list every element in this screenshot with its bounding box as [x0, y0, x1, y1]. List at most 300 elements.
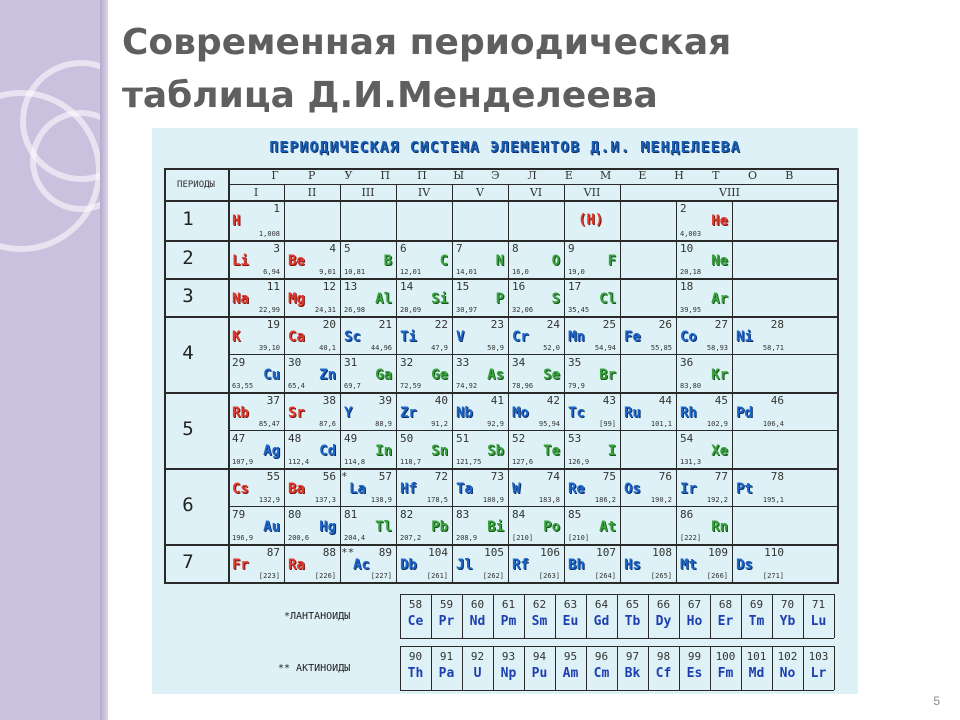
- atomic-number: 108: [652, 546, 672, 559]
- atomic-number: 61: [501, 598, 516, 611]
- atomic-mass: 20,18: [680, 268, 702, 276]
- atomic-mass: 178,5: [426, 496, 448, 504]
- element-cell: [285, 279, 339, 315]
- f-element-cell: [741, 649, 772, 689]
- atomic-number: 90: [408, 650, 423, 663]
- cell-line: [620, 240, 621, 278]
- element-symbol: Ni: [736, 329, 753, 345]
- cell-line: [620, 278, 621, 316]
- element-symbol: Ga: [375, 367, 392, 383]
- atomic-number: 17: [568, 280, 582, 293]
- cell-line: [508, 200, 509, 240]
- atomic-number: 55: [266, 470, 280, 483]
- f-element-cell: [710, 597, 741, 637]
- atomic-mass: 91,2: [431, 420, 448, 428]
- atomic-mass: 39,10: [258, 344, 280, 352]
- atomic-number: 39: [378, 394, 392, 407]
- atomic-number: 76: [658, 470, 672, 483]
- atomic-number: 79: [232, 508, 246, 521]
- period-number: 1: [182, 208, 194, 230]
- atomic-number: 98: [656, 650, 671, 663]
- atomic-mass: 14,01: [456, 268, 478, 276]
- atomic-mass: 26,98: [344, 306, 366, 314]
- element-cell: [397, 241, 451, 277]
- f-block-line: [400, 690, 834, 691]
- f-element-cell: [493, 649, 524, 689]
- atomic-mass: 50,9: [487, 344, 504, 352]
- element-symbol: Hg: [319, 519, 336, 535]
- element-symbol: Ru: [624, 405, 641, 421]
- atomic-number: 81: [344, 508, 358, 521]
- period-number: 5: [182, 418, 194, 440]
- element-symbol: Nd: [469, 614, 486, 629]
- element-symbol: Nb: [456, 405, 473, 421]
- atomic-number: 60: [470, 598, 485, 611]
- groups-label-letter: Т: [712, 169, 720, 182]
- element-symbol: Co: [680, 329, 697, 345]
- atomic-number: 109: [708, 546, 728, 559]
- atomic-mass: 52,0: [543, 344, 560, 352]
- atomic-mass: 204,4: [344, 534, 366, 542]
- atomic-number: 92: [470, 650, 485, 663]
- cell-line: [620, 506, 621, 544]
- element-cell: [341, 507, 395, 543]
- atomic-mass: 55,85: [650, 344, 672, 352]
- element-symbol: Db: [400, 557, 417, 573]
- element-cell: [229, 545, 283, 581]
- atomic-mass: 131,3: [680, 458, 702, 466]
- atomic-number: 26: [658, 318, 672, 331]
- cell-line: [340, 200, 341, 240]
- element-symbol: Ta: [456, 481, 473, 497]
- element-cell: [341, 241, 395, 277]
- f-element-cell: [710, 649, 741, 689]
- element-symbol: Gd: [593, 614, 610, 629]
- element-symbol: Zn: [319, 367, 336, 383]
- element-symbol: Rh: [680, 405, 697, 421]
- atomic-mass: 28,09: [400, 306, 422, 314]
- atomic-mass: 40,1: [319, 344, 336, 352]
- atomic-number: 101: [746, 650, 767, 663]
- atomic-mass: 58,93: [706, 344, 728, 352]
- element-symbol: Se: [543, 367, 560, 383]
- groups-label-letter: О: [748, 169, 758, 182]
- element-symbol: Cm: [593, 666, 610, 681]
- atomic-number: 53: [568, 432, 582, 445]
- element-cell: [565, 431, 619, 467]
- element-symbol: Mo: [512, 405, 529, 421]
- element-cell: [565, 469, 619, 505]
- element-cell: [733, 545, 787, 581]
- atomic-number: 12: [322, 280, 336, 293]
- atomic-number: 103: [808, 650, 829, 663]
- f-element-cell: [524, 649, 555, 689]
- atomic-number: 59: [439, 598, 454, 611]
- slide-number: 5: [933, 694, 940, 708]
- element-cell: [453, 279, 507, 315]
- element-symbol: Cs: [232, 481, 249, 497]
- atomic-number: 2: [680, 202, 687, 215]
- atomic-mass: 22,99: [258, 306, 280, 314]
- f-element-cell: [617, 649, 648, 689]
- atomic-mass: 137,3: [314, 496, 336, 504]
- element-cell: [341, 317, 395, 353]
- element-symbol: Mn: [568, 329, 585, 345]
- element-symbol: At: [599, 519, 616, 535]
- atomic-number: 33: [456, 356, 470, 369]
- series-marker: **: [341, 546, 355, 559]
- f-element-cell: [555, 597, 586, 637]
- element-symbol: I: [607, 443, 616, 459]
- element-cell: [621, 317, 675, 353]
- atomic-number: 82: [400, 508, 414, 521]
- atomic-number: 78: [770, 470, 784, 483]
- table-border-left: [164, 168, 166, 582]
- atomic-mass: 102,9: [706, 420, 728, 428]
- element-cell: [509, 355, 563, 391]
- element-cell: [621, 545, 675, 581]
- groups-label-letter: Р: [308, 169, 316, 182]
- f-element-cell: [586, 649, 617, 689]
- atomic-mass: 138,9: [370, 496, 392, 504]
- groups-label-letter: Е: [638, 169, 647, 182]
- f-element-cell: [648, 597, 679, 637]
- atomic-mass: [264]: [594, 572, 616, 580]
- element-cell: [733, 393, 787, 429]
- atomic-mass: 195,1: [762, 496, 784, 504]
- atomic-number: 106: [540, 546, 560, 559]
- f-element-cell: [462, 597, 493, 637]
- atomic-number: 24: [546, 318, 560, 331]
- atomic-number: 62: [532, 598, 547, 611]
- atomic-mass: [223]: [258, 572, 280, 580]
- atomic-mass: 85,47: [258, 420, 280, 428]
- groups-label-letter: Г: [271, 169, 279, 182]
- atomic-number: 36: [680, 356, 694, 369]
- element-symbol: Yb: [779, 614, 796, 629]
- atomic-mass: 207,2: [400, 534, 422, 542]
- element-symbol: Sm: [531, 614, 548, 629]
- atomic-number: 51: [456, 432, 470, 445]
- element-symbol: Eu: [562, 614, 579, 629]
- element-symbol: U: [473, 666, 482, 681]
- atomic-number: 89: [378, 546, 392, 559]
- atomic-mass: [210]: [568, 534, 590, 542]
- atomic-mass: 121,75: [456, 458, 482, 466]
- element-cell: [453, 469, 507, 505]
- f-element-cell: [493, 597, 524, 637]
- element-cell: [341, 431, 395, 467]
- f-element-cell: [648, 649, 679, 689]
- element-cell: [677, 355, 731, 391]
- element-symbol: Fm: [717, 666, 734, 681]
- atomic-mass: 88,9: [375, 420, 392, 428]
- atomic-mass: 12,01: [400, 268, 422, 276]
- element-symbol: Lr: [810, 666, 827, 681]
- element-cell: [341, 279, 395, 315]
- atomic-mass: 54,94: [594, 344, 616, 352]
- element-symbol: Sr: [288, 405, 305, 421]
- slide-title-line-1: Современная периодическая: [122, 22, 732, 63]
- atomic-mass: 47,9: [431, 344, 448, 352]
- element-symbol: La: [349, 481, 366, 497]
- atomic-mass: 92,9: [487, 420, 504, 428]
- table-border-bottom: [164, 582, 839, 584]
- atomic-number: 96: [594, 650, 609, 663]
- atomic-number: 23: [490, 318, 504, 331]
- element-symbol: Pb: [431, 519, 448, 535]
- element-symbol: As: [487, 367, 504, 383]
- element-cell: [509, 279, 563, 315]
- f-element-cell: [400, 649, 431, 689]
- atomic-mass: 69,7: [344, 382, 361, 390]
- atomic-number: 29: [232, 356, 246, 369]
- element-cell: [229, 393, 283, 429]
- element-cell: [565, 355, 619, 391]
- element-symbol: Ce: [407, 614, 424, 629]
- atomic-number: 34: [512, 356, 526, 369]
- element-symbol: Sb: [487, 443, 504, 459]
- atomic-number: 110: [764, 546, 784, 559]
- atomic-mass: 208,9: [456, 534, 478, 542]
- element-symbol: Bi: [487, 519, 504, 535]
- element-symbol: Kr: [711, 367, 728, 383]
- element-cell: [453, 545, 507, 581]
- element-symbol: Fe: [624, 329, 641, 345]
- atomic-mass: 4,003: [680, 230, 702, 238]
- element-symbol: B: [383, 253, 392, 269]
- element-symbol: In: [375, 443, 392, 459]
- atomic-number: 25: [602, 318, 616, 331]
- element-cell: [509, 507, 563, 543]
- atomic-number: 10: [680, 242, 694, 255]
- element-symbol: K: [232, 329, 241, 345]
- atomic-mass: 192,2: [706, 496, 728, 504]
- atomic-mass: 1,008: [258, 230, 280, 238]
- group-number: II: [307, 186, 317, 199]
- sidebar-edge: [100, 0, 108, 720]
- element-cell: [285, 355, 339, 391]
- group-number: III: [361, 186, 375, 199]
- period-number: 3: [182, 285, 194, 307]
- group-number: VIII: [719, 186, 740, 199]
- atomic-mass: 112,4: [288, 458, 310, 466]
- element-symbol: Ds: [736, 557, 753, 573]
- actinides-label: ** АКТИНОИДЫ: [278, 663, 351, 674]
- group-number: V: [476, 186, 484, 199]
- atomic-number: 30: [288, 356, 302, 369]
- element-symbol: Pt: [736, 481, 753, 497]
- element-cell: [677, 507, 731, 543]
- element-cell: [229, 201, 283, 239]
- atomic-mass: 196,9: [232, 534, 254, 542]
- atomic-number: 67: [687, 598, 702, 611]
- atomic-number: 16: [512, 280, 526, 293]
- element-cell: [677, 469, 731, 505]
- atomic-mass: 10,81: [344, 268, 366, 276]
- element-cell: [229, 241, 283, 277]
- slide-title-line-2: таблица Д.И.Менделеева: [122, 75, 658, 116]
- element-cell: [453, 431, 507, 467]
- atomic-mass: [99]: [599, 420, 616, 428]
- atomic-mass: [227]: [370, 572, 392, 580]
- element-cell: [677, 545, 731, 581]
- atomic-mass: 30,97: [456, 306, 478, 314]
- groups-label-letter: В: [785, 169, 794, 182]
- element-symbol: Tm: [748, 614, 765, 629]
- element-cell: [341, 469, 395, 505]
- element-cell: [677, 393, 731, 429]
- atomic-number: 49: [344, 432, 358, 445]
- element-cell: [565, 279, 619, 315]
- element-symbol: Pm: [500, 614, 517, 629]
- element-symbol: Ag: [263, 443, 280, 459]
- element-symbol: Ca: [288, 329, 305, 345]
- f-element-cell: [431, 649, 462, 689]
- element-cell: [621, 393, 675, 429]
- element-symbol: Al: [375, 291, 392, 307]
- cell-line: [284, 200, 285, 240]
- element-symbol: Ra: [288, 557, 305, 573]
- atomic-mass: 190,2: [650, 496, 672, 504]
- hydrogen-repeat-label: (H): [578, 212, 604, 228]
- atomic-number: 85: [568, 508, 582, 521]
- element-symbol: Os: [624, 481, 641, 497]
- atomic-number: 74: [546, 470, 560, 483]
- element-symbol: Er: [717, 614, 734, 629]
- atomic-number: 7: [456, 242, 463, 255]
- element-symbol: P: [495, 291, 504, 307]
- element-symbol: Pu: [531, 666, 548, 681]
- element-cell: [733, 469, 787, 505]
- atomic-number: 100: [715, 650, 736, 663]
- atomic-mass: 101,1: [650, 420, 672, 428]
- atomic-number: 13: [344, 280, 358, 293]
- atomic-number: 77: [714, 470, 728, 483]
- element-symbol: F: [607, 253, 616, 269]
- atomic-number: 15: [456, 280, 470, 293]
- atomic-number: 52: [512, 432, 526, 445]
- element-symbol: Am: [562, 666, 579, 681]
- element-cell: [285, 393, 339, 429]
- atomic-number: 65: [625, 598, 640, 611]
- element-symbol: Zr: [400, 405, 417, 421]
- element-cell: [397, 545, 451, 581]
- atomic-mass: [263]: [538, 572, 560, 580]
- element-symbol: Au: [263, 519, 280, 535]
- element-cell: [397, 431, 451, 467]
- atomic-number: 56: [322, 470, 336, 483]
- slide-title: [122, 16, 842, 122]
- period-number: 4: [182, 342, 194, 364]
- element-symbol: Dy: [655, 614, 672, 629]
- element-symbol: Hf: [400, 481, 417, 497]
- atomic-number: 6: [400, 242, 407, 255]
- atomic-mass: 79,9: [568, 382, 585, 390]
- decorative-ring: [30, 110, 132, 212]
- atomic-mass: 65,4: [288, 382, 305, 390]
- table-heading: ПЕРИОДИЧЕСКАЯ СИСТЕМА ЭЛЕМЕНТОВ Д.И. МЕНДЕЛЕЕВА: [269, 138, 741, 156]
- element-symbol: Be: [288, 253, 305, 269]
- element-symbol: S: [551, 291, 560, 307]
- element-cell: [285, 545, 339, 581]
- atomic-mass: [226]: [314, 572, 336, 580]
- atomic-number: 44: [658, 394, 672, 407]
- atomic-mass: 107,9: [232, 458, 254, 466]
- element-symbol: N: [495, 253, 504, 269]
- atomic-number: 48: [288, 432, 302, 445]
- atomic-number: 84: [512, 508, 526, 521]
- cell-line: [732, 200, 733, 240]
- atomic-number: 50: [400, 432, 414, 445]
- atomic-mass: 180,9: [482, 496, 504, 504]
- period-number: 6: [182, 494, 194, 516]
- element-cell: [397, 469, 451, 505]
- f-block-line: [834, 594, 835, 638]
- atomic-mass: 127,6: [512, 458, 534, 466]
- atomic-number: 88: [322, 546, 336, 559]
- group-number: IV: [417, 186, 431, 199]
- element-symbol: Cf: [655, 666, 672, 681]
- atomic-mass: 9,01: [319, 268, 336, 276]
- atomic-number: 9: [568, 242, 575, 255]
- atomic-number: 94: [532, 650, 547, 663]
- atomic-number: 46: [770, 394, 784, 407]
- element-symbol: Pr: [438, 614, 455, 629]
- atomic-number: 54: [680, 432, 694, 445]
- groups-label-letter: У: [344, 169, 353, 182]
- element-cell: [621, 469, 675, 505]
- element-symbol: Ge: [431, 367, 448, 383]
- element-symbol: He: [711, 213, 728, 229]
- table-border-right: [837, 168, 839, 584]
- atomic-number: 14: [400, 280, 414, 293]
- element-cell: [453, 393, 507, 429]
- atomic-number: 37: [266, 394, 280, 407]
- element-symbol: Pa: [438, 666, 455, 681]
- element-symbol: O: [551, 253, 560, 269]
- element-symbol: Si: [431, 291, 448, 307]
- element-cell: [397, 355, 451, 391]
- element-cell: [285, 507, 339, 543]
- element-symbol: Ac: [353, 557, 370, 573]
- f-element-cell: [617, 597, 648, 637]
- groups-label-letter: П: [417, 169, 427, 182]
- atomic-mass: 44,96: [370, 344, 392, 352]
- element-symbol: Rb: [232, 405, 249, 421]
- f-element-cell: [741, 597, 772, 637]
- atomic-mass: 32,06: [512, 306, 534, 314]
- atomic-mass: 83,80: [680, 382, 702, 390]
- atomic-number: 83: [456, 508, 470, 521]
- atomic-number: 107: [596, 546, 616, 559]
- element-symbol: Po: [543, 519, 560, 535]
- element-symbol: H: [232, 213, 241, 229]
- element-symbol: Fr: [232, 557, 249, 573]
- element-cell: [509, 431, 563, 467]
- element-cell: [341, 355, 395, 391]
- cell-line: [732, 430, 733, 468]
- f-element-cell: [803, 597, 834, 637]
- element-symbol: Ho: [686, 614, 703, 629]
- atomic-number: 80: [288, 508, 302, 521]
- group-number: I: [253, 186, 259, 199]
- atomic-mass: 16,0: [512, 268, 529, 276]
- f-block-line: [400, 638, 834, 639]
- element-cell: [677, 201, 731, 239]
- atomic-mass: 19,0: [568, 268, 585, 276]
- f-element-cell: [462, 649, 493, 689]
